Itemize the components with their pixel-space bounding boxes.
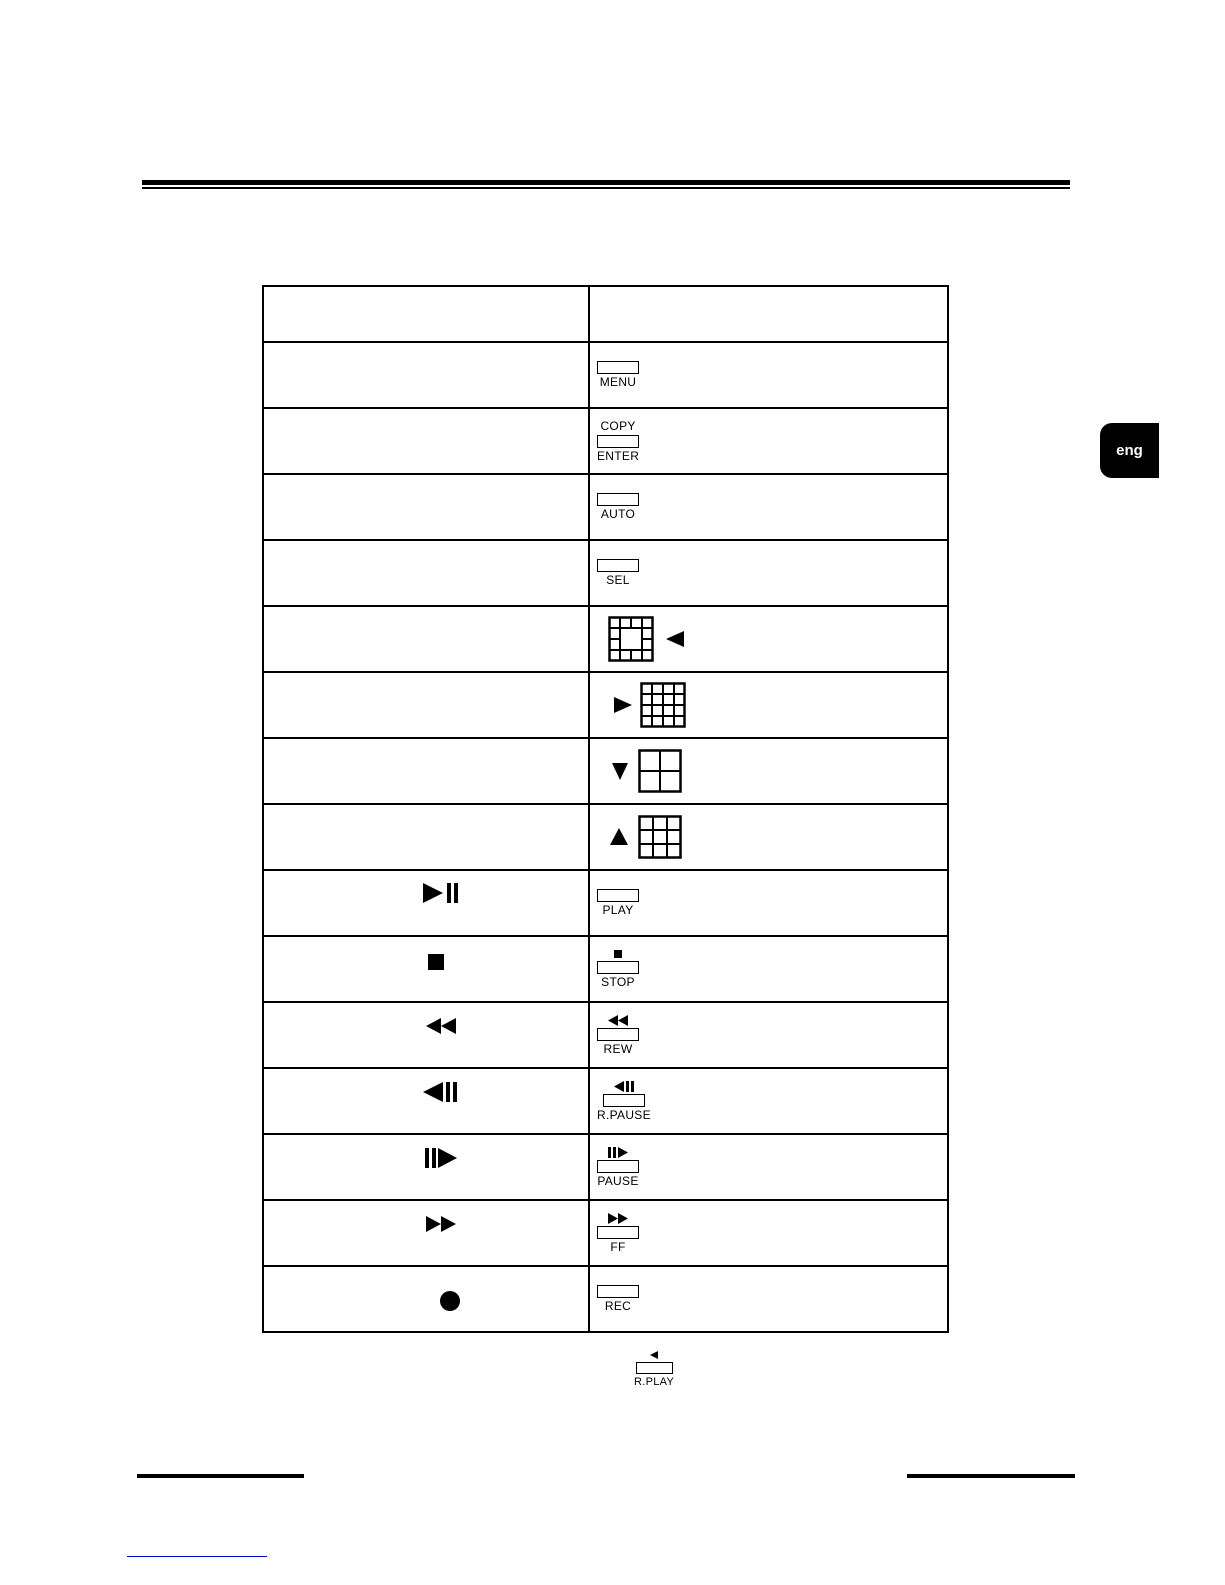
function-cell bbox=[263, 804, 589, 870]
footer-rule-left bbox=[137, 1474, 304, 1478]
rpause-key bbox=[597, 1069, 651, 1133]
sel-key-box bbox=[597, 559, 639, 572]
button-cell bbox=[589, 474, 948, 540]
function-cell bbox=[263, 606, 589, 672]
stop-key-label: STOP bbox=[601, 975, 635, 989]
table-row bbox=[263, 408, 948, 474]
table-row bbox=[263, 474, 948, 540]
sel-key bbox=[597, 541, 639, 605]
table-row bbox=[263, 738, 948, 804]
function-cell bbox=[263, 1002, 589, 1068]
function-cell bbox=[263, 870, 589, 936]
enter-key bbox=[597, 409, 639, 473]
rec-key-label: REC bbox=[604, 1299, 632, 1313]
function-cell bbox=[263, 1200, 589, 1266]
sixteen-grid-icon bbox=[640, 682, 686, 728]
button-cell bbox=[589, 672, 948, 738]
rplay-key bbox=[634, 1350, 674, 1388]
menu-key-label: MENU bbox=[599, 375, 637, 389]
table-row bbox=[263, 606, 948, 672]
arrow-up-icon bbox=[608, 826, 630, 848]
record-icon bbox=[439, 1290, 461, 1312]
button-cell bbox=[589, 540, 948, 606]
language-tab: eng bbox=[1100, 423, 1159, 478]
fast-forward-icon bbox=[425, 1215, 457, 1233]
stop-key bbox=[597, 937, 639, 1001]
reverse-pause-small-icon bbox=[613, 1081, 635, 1092]
button-cell bbox=[589, 342, 948, 408]
button-cell bbox=[589, 1068, 948, 1134]
rew-key-box bbox=[597, 1028, 639, 1041]
function-cell bbox=[263, 1134, 589, 1200]
auto-key bbox=[597, 475, 639, 539]
pause-key bbox=[597, 1135, 639, 1199]
ff-key-label: FF bbox=[610, 1239, 626, 1254]
down-layout-key bbox=[610, 739, 682, 803]
button-cell bbox=[589, 936, 948, 1002]
arrow-left-icon bbox=[664, 628, 686, 650]
play-key bbox=[597, 871, 639, 935]
play-key-label: PLAY bbox=[602, 903, 634, 917]
button-function-table bbox=[262, 285, 949, 1333]
fast-forward-small-icon bbox=[607, 1213, 629, 1224]
table-header-row bbox=[263, 286, 948, 342]
header-rule-thick bbox=[142, 180, 1070, 185]
function-cell bbox=[263, 474, 589, 540]
button-cell bbox=[589, 804, 948, 870]
pause-key-label: PAUSE bbox=[597, 1173, 639, 1188]
button-cell bbox=[589, 1134, 948, 1200]
ff-key-box bbox=[597, 1226, 639, 1239]
stop-icon bbox=[427, 953, 445, 971]
pip-layout-icon bbox=[608, 616, 654, 662]
ff-key bbox=[597, 1201, 639, 1265]
table-row bbox=[263, 1266, 948, 1332]
header-cell-function bbox=[263, 286, 589, 342]
function-cell bbox=[263, 540, 589, 606]
rplay-key-label: R.PLAY bbox=[634, 1376, 675, 1388]
play-pause-icon bbox=[421, 881, 461, 905]
function-cell bbox=[263, 672, 589, 738]
pause-forward-icon bbox=[423, 1146, 459, 1170]
stop-key-box bbox=[597, 961, 639, 974]
table-row bbox=[263, 870, 948, 936]
reverse-pause-icon bbox=[421, 1080, 461, 1104]
menu-key bbox=[597, 343, 639, 407]
button-cell bbox=[589, 1002, 948, 1068]
function-cell bbox=[263, 1068, 589, 1134]
footer-rule-right bbox=[907, 1474, 1075, 1478]
table-row bbox=[263, 540, 948, 606]
table-row bbox=[263, 936, 948, 1002]
menu-key-box bbox=[597, 361, 639, 374]
right-layout-key bbox=[612, 673, 686, 737]
function-cell bbox=[263, 408, 589, 474]
button-cell bbox=[589, 1266, 948, 1332]
function-cell bbox=[263, 936, 589, 1002]
rewind-icon bbox=[425, 1017, 457, 1035]
button-cell bbox=[589, 408, 948, 474]
arrow-right-icon bbox=[612, 694, 634, 716]
button-cell bbox=[589, 606, 948, 672]
pause-forward-small-icon bbox=[607, 1147, 629, 1158]
quad-grid-icon bbox=[638, 749, 682, 793]
rec-key bbox=[597, 1267, 639, 1331]
rec-key-box bbox=[597, 1285, 639, 1298]
left-layout-key bbox=[608, 607, 686, 671]
table-row bbox=[263, 1200, 948, 1266]
rpause-key-label: R.PAUSE bbox=[597, 1107, 651, 1122]
copy-key-label: COPY bbox=[600, 418, 636, 433]
rew-key-label: REW bbox=[603, 1041, 633, 1056]
up-layout-key bbox=[608, 805, 682, 869]
function-cell bbox=[263, 1266, 589, 1332]
enter-key-label: ENTER bbox=[597, 448, 640, 463]
sel-key-label: SEL bbox=[606, 573, 630, 587]
reverse-play-small-icon bbox=[649, 1350, 659, 1360]
rew-key bbox=[597, 1003, 639, 1067]
arrow-down-icon bbox=[610, 760, 630, 782]
button-cell bbox=[589, 1200, 948, 1266]
rplay-key-box bbox=[636, 1362, 673, 1374]
table-row bbox=[263, 672, 948, 738]
table-row bbox=[263, 1068, 948, 1134]
footer-link-underline bbox=[127, 1556, 267, 1557]
auto-key-label: AUTO bbox=[600, 507, 636, 521]
function-cell bbox=[263, 738, 589, 804]
pause-key-box bbox=[597, 1160, 639, 1173]
table-row bbox=[263, 1002, 948, 1068]
rewind-small-icon bbox=[607, 1015, 629, 1026]
table-row bbox=[263, 804, 948, 870]
nine-grid-icon bbox=[638, 815, 682, 859]
table-row bbox=[263, 1134, 948, 1200]
function-cell bbox=[263, 342, 589, 408]
stop-small-icon bbox=[613, 949, 623, 959]
header-rule-thin bbox=[142, 187, 1070, 189]
header-cell-button bbox=[589, 286, 948, 342]
button-cell bbox=[589, 738, 948, 804]
rpause-key-box bbox=[603, 1094, 645, 1107]
enter-key-box bbox=[597, 435, 639, 448]
play-key-box bbox=[597, 889, 639, 902]
auto-key-box bbox=[597, 493, 639, 506]
button-cell bbox=[589, 870, 948, 936]
table-row bbox=[263, 342, 948, 408]
